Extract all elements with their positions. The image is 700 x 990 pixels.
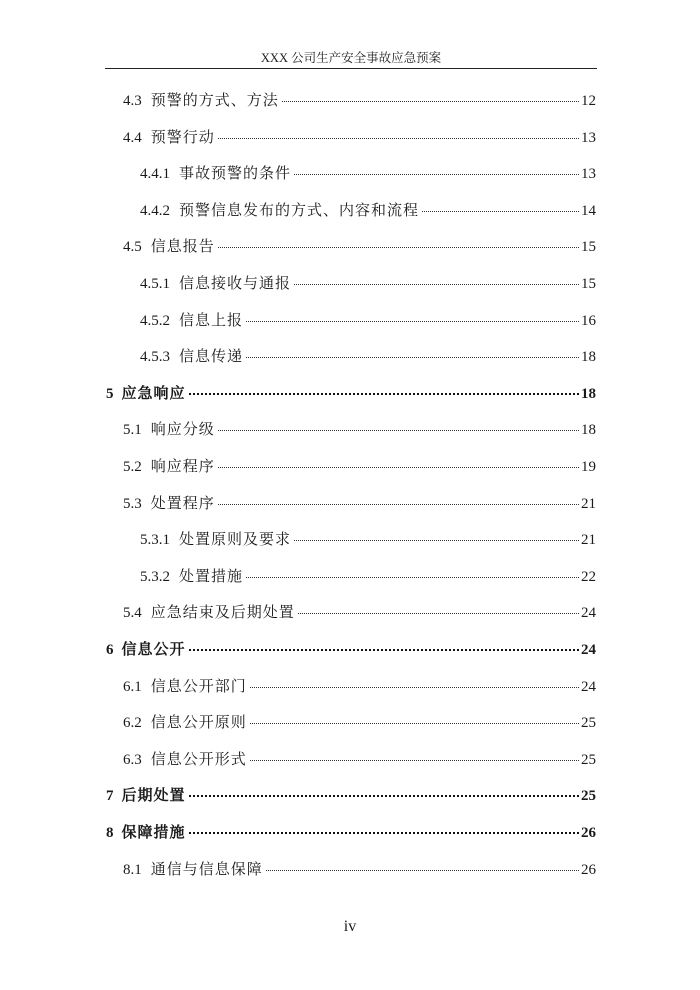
toc-entry[interactable] xyxy=(123,675,596,697)
toc-dot-leader xyxy=(218,467,579,468)
toc-entry-page: 25 xyxy=(581,751,596,768)
toc-entry[interactable] xyxy=(123,858,596,880)
toc-entry[interactable] xyxy=(140,565,596,587)
toc-dot-leader xyxy=(266,870,579,871)
toc-entry-title: 预警行动 xyxy=(150,129,215,146)
toc-entry-number: 4.4.2 xyxy=(140,202,170,219)
toc-entry[interactable] xyxy=(123,748,596,770)
toc-dot-leader xyxy=(246,577,579,578)
toc-entry[interactable] xyxy=(106,821,596,843)
toc-entry-title: 信息上报 xyxy=(179,312,244,329)
toc-entry-page: 13 xyxy=(581,129,596,146)
toc-entry-page: 13 xyxy=(581,166,596,183)
toc-dot-leader xyxy=(294,540,579,541)
toc-entry[interactable] xyxy=(140,162,596,184)
toc-dot-leader xyxy=(250,687,579,688)
toc-entry-page: 24 xyxy=(581,605,596,622)
toc-dot-leader xyxy=(282,101,579,102)
toc-entry[interactable] xyxy=(123,492,596,514)
toc-entry-page: 21 xyxy=(581,495,596,512)
toc-entry-number: 4.5.3 xyxy=(140,349,170,366)
toc-entry-number: 7 xyxy=(106,788,114,805)
toc-entry-number: 6.2 xyxy=(123,715,142,732)
toc-entry-page: 21 xyxy=(581,532,596,549)
toc-entry-page: 24 xyxy=(581,642,596,658)
toc-dot-leader xyxy=(250,760,579,761)
toc-entry-title: 预警的方式、方法 xyxy=(150,93,279,109)
toc-entry-title: 信息公开原则 xyxy=(150,715,247,732)
toc-entry-page: 16 xyxy=(581,312,596,329)
toc-entry-number: 4.5.2 xyxy=(140,312,170,329)
toc-entry[interactable] xyxy=(106,638,596,660)
toc-entry-number: 5.3.2 xyxy=(140,568,170,585)
toc-dot-leader xyxy=(294,284,579,285)
toc-dot-leader xyxy=(422,211,579,212)
toc-dot-leader xyxy=(298,613,579,614)
toc-entry-title: 预警信息发布的方式、内容和流程 xyxy=(179,202,420,219)
toc-entry-title: 信息公开 xyxy=(121,642,186,658)
toc-entry-title: 信息报告 xyxy=(150,239,215,256)
toc-dot-leader xyxy=(218,138,579,139)
toc-entry[interactable] xyxy=(106,784,596,806)
toc-entry-number: 5.3.1 xyxy=(140,532,170,549)
toc-entry-title: 事故预警的条件 xyxy=(179,166,292,183)
toc-entry-page: 19 xyxy=(581,459,596,475)
toc-entry-number: 4.5 xyxy=(123,239,142,256)
toc-entry-page: 18 xyxy=(581,349,596,366)
toc-entry-title: 通信与信息保障 xyxy=(150,861,263,878)
toc-entry-page: 18 xyxy=(581,422,596,439)
toc-entry[interactable] xyxy=(123,126,596,148)
toc-dot-leader xyxy=(189,795,579,797)
toc-entry-number: 5.3 xyxy=(123,495,142,512)
toc-dot-leader xyxy=(246,321,579,322)
toc-entry-title: 应急响应 xyxy=(121,385,186,402)
toc-entry-page: 26 xyxy=(581,861,596,878)
toc-entry[interactable] xyxy=(140,528,596,550)
toc-dot-leader xyxy=(189,832,579,834)
toc-entry-title: 应急结束及后期处置 xyxy=(150,605,295,622)
toc-entry-number: 6.3 xyxy=(123,751,142,768)
toc-entry[interactable] xyxy=(140,309,596,331)
toc-entry-title: 响应程序 xyxy=(150,459,215,475)
toc-dot-leader xyxy=(218,247,579,248)
toc-entry-number: 4.4.1 xyxy=(140,166,170,183)
toc-entry[interactable] xyxy=(123,455,596,477)
toc-entry[interactable] xyxy=(123,711,596,733)
toc-entry[interactable] xyxy=(140,272,596,294)
toc-entry-number: 5 xyxy=(106,385,114,402)
toc-entry-number: 8.1 xyxy=(123,861,142,878)
toc-entry-title: 后期处置 xyxy=(121,788,186,805)
toc-entry-number: 5.1 xyxy=(123,422,142,439)
toc-dot-leader xyxy=(294,174,579,175)
toc-entry-title: 信息接收与通报 xyxy=(179,276,292,292)
toc-entry-number: 5.4 xyxy=(123,605,142,622)
toc-entry-title: 信息公开形式 xyxy=(150,751,247,768)
toc-dot-leader xyxy=(246,357,579,358)
toc-entry[interactable] xyxy=(123,235,596,257)
toc-entry-number: 6.1 xyxy=(123,678,142,695)
toc-entry-title: 信息公开部门 xyxy=(150,678,247,695)
toc-entry-title: 处置程序 xyxy=(150,495,215,512)
toc-entry-title: 响应分级 xyxy=(150,422,215,439)
toc-entry-page: 15 xyxy=(581,276,596,292)
toc-entry-title: 信息传递 xyxy=(179,349,244,366)
toc-entry-page: 12 xyxy=(581,93,596,109)
toc-entry-title: 保障措施 xyxy=(121,825,186,841)
toc-dot-leader xyxy=(218,504,579,505)
toc-entry[interactable] xyxy=(140,199,596,221)
toc-entry-page: 15 xyxy=(581,239,596,256)
toc-entry-number: 4.4 xyxy=(123,129,142,146)
toc-entry-page: 14 xyxy=(581,202,596,219)
toc-entry-title: 处置措施 xyxy=(179,568,244,585)
toc-dot-leader xyxy=(218,430,579,431)
toc-entry-page: 22 xyxy=(581,568,596,585)
toc-entry-number: 4.5.1 xyxy=(140,276,170,292)
toc-entry[interactable] xyxy=(123,418,596,440)
toc-entry-page: 24 xyxy=(581,678,596,695)
toc-entry-page: 25 xyxy=(581,788,596,805)
toc-entry-page: 25 xyxy=(581,715,596,732)
toc-dot-leader xyxy=(250,723,579,724)
toc-entry-page: 26 xyxy=(581,825,596,841)
toc-entry-number: 4.3 xyxy=(123,93,142,109)
page-number: iv xyxy=(343,918,357,935)
toc-entry-title: 处置原则及要求 xyxy=(179,532,292,549)
toc-entry-number: 5.2 xyxy=(123,459,142,475)
toc-entry-number: 6 xyxy=(106,642,114,658)
toc-dot-leader xyxy=(189,649,579,651)
toc-entry-number: 8 xyxy=(106,825,114,841)
toc-entry[interactable] xyxy=(123,601,596,623)
toc-entry[interactable] xyxy=(123,89,596,111)
running-header: XXX 公司生产安全事故应急预案 xyxy=(260,51,442,65)
toc-entry-page: 18 xyxy=(581,385,596,402)
toc-entry[interactable] xyxy=(140,345,596,367)
toc-entry[interactable] xyxy=(106,382,596,404)
toc-dot-leader xyxy=(189,393,579,395)
